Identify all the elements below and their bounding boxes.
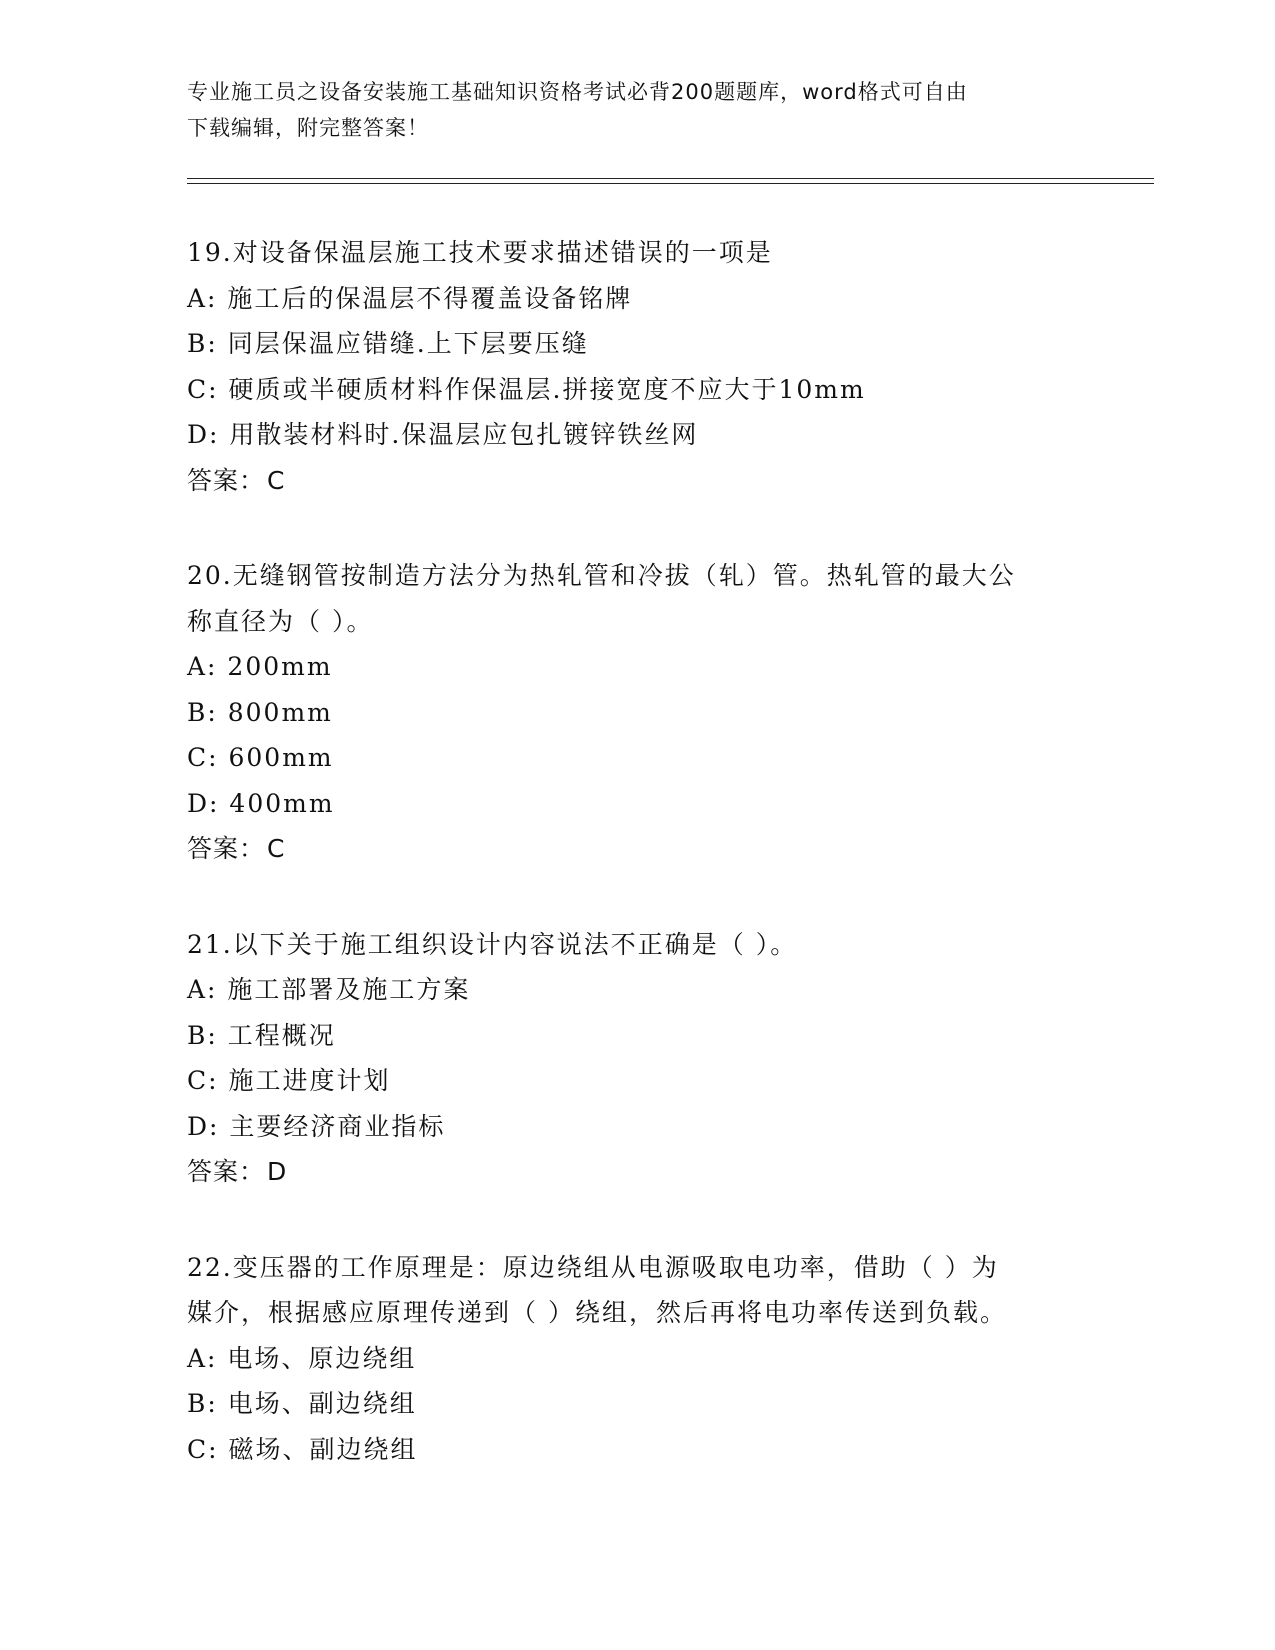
answer-label: 答案：: [187, 465, 266, 495]
header-line-1: 专业施工员之设备安装施工基础知识资格考试必背200题题库，word格式可自由: [187, 80, 968, 104]
question-22: [187, 1245, 1087, 1473]
answer-value: C: [267, 465, 286, 495]
option-a: A: 电场、原边绕组: [187, 1343, 417, 1373]
question-stem-line: 称直径为（ ）。: [187, 606, 374, 636]
option-d: D: 用散装材料时.保温层应包扎镀锌铁丝网: [187, 420, 699, 449]
question-21: [187, 922, 1087, 1195]
option-a: A: 200mm: [187, 652, 333, 681]
question-stem-line: 21.以下关于施工组织设计内容说法不正确是（ ）。: [187, 929, 798, 959]
option-b: B: 电场、副边绕组: [187, 1389, 417, 1418]
option-c: C: 磁场、副边绕组: [187, 1434, 418, 1464]
question-stem-line: 20.无缝钢管按制造方法分为热轧管和冷拔（轧）管。热轧管的最大公: [187, 561, 1016, 590]
option-c: C: 600mm: [187, 743, 334, 772]
header-divider-bottom: [187, 183, 1154, 184]
option-b: B: 800mm: [187, 697, 333, 727]
question-stem-line: 19.对设备保温层施工技术要求描述错误的一项是: [187, 238, 773, 267]
question-19: [187, 230, 1087, 503]
option-b: B: 同层保温应错缝.上下层要压缝: [187, 329, 589, 358]
option-c: C: 硬质或半硬质材料作保温层.拼接宽度不应大于10mm: [187, 374, 866, 404]
question-stem: [187, 230, 1087, 276]
document-header: [187, 74, 1087, 146]
answer-label: 答案：: [187, 1157, 266, 1186]
option-c: C: 施工进度计划: [187, 1066, 391, 1095]
answer-value: D: [267, 1157, 288, 1186]
answer-value: C: [267, 834, 286, 863]
question-stem: [187, 1245, 1087, 1336]
option-d: D: 主要经济商业指标: [187, 1111, 446, 1141]
question-stem: [187, 553, 1087, 644]
header-divider-top: [187, 178, 1154, 179]
question-stem-line: 媒介，根据感应原理传递到（ ）绕组，然后再将电功率传送到负载。: [187, 1298, 1007, 1327]
answer-label: 答案：: [187, 834, 266, 863]
answer-line: [187, 458, 1087, 504]
option-a: A: 施工后的保温层不得覆盖设备铭牌: [187, 283, 633, 313]
question-stem-line: 22.变压器的工作原理是：原边绕组从电源吸取电功率，借助（ ）为: [187, 1252, 999, 1282]
answer-line: [187, 1149, 1087, 1195]
question-list: [187, 230, 1087, 1522]
header-line-2: 下载编辑，附完整答案！: [187, 116, 429, 140]
question-stem: [187, 922, 1087, 968]
option-a: A: 施工部署及施工方案: [187, 975, 471, 1004]
answer-line: [187, 826, 1087, 872]
option-b: B: 工程概况: [187, 1020, 336, 1050]
option-d: D: 400mm: [187, 788, 335, 818]
question-20: [187, 553, 1087, 872]
